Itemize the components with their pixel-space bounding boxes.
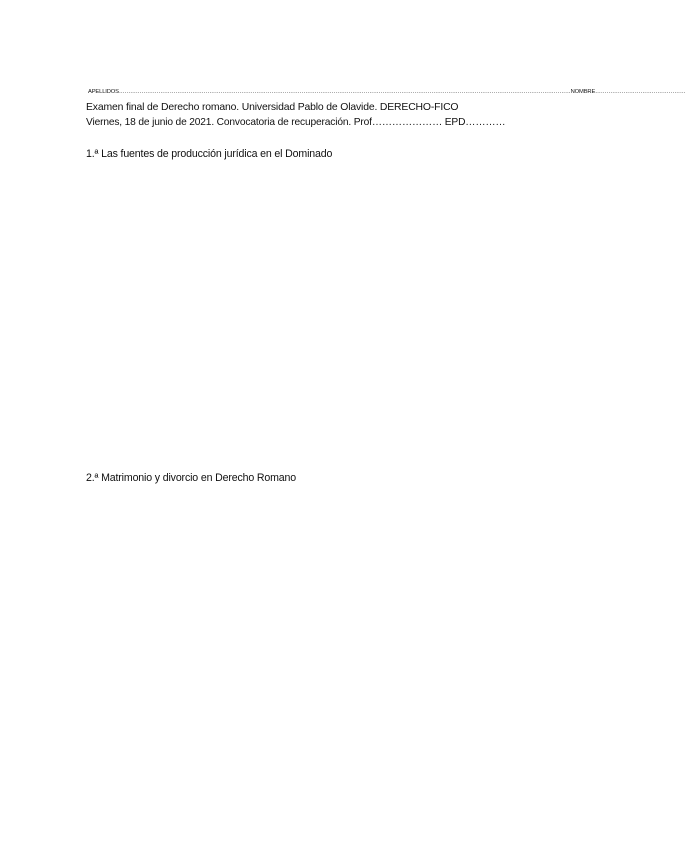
exam-date-line: Viernes, 18 de junio de 2021. Convocatoria de recuperación. Prof………………… EPD…………	[86, 117, 506, 128]
exam-title-line: Examen final de Derecho romano. Universidad Pablo de Olavide. DERECHO-FICO	[86, 102, 459, 113]
question-2: 2.ª Matrimonio y divorcio en Derecho Romano	[86, 472, 297, 484]
question-1: 1.ª Las fuentes de producción jurídica en el Dominado	[86, 148, 333, 160]
name-fields-line: APELLIDOS……………………………………………………………………………………………………………………………………………………………………………………………………………………NOMBRE…………………………………………	[88, 89, 686, 95]
